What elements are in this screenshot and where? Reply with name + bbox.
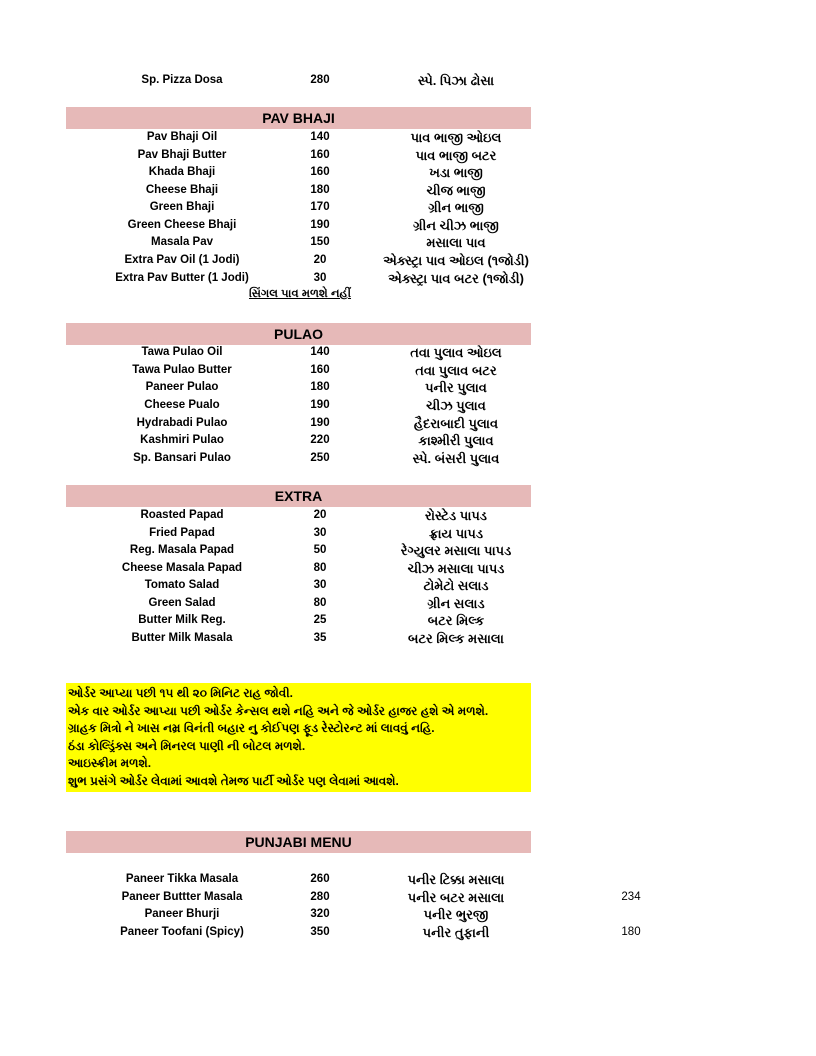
notice-box [66,683,531,792]
item-name: Butter Milk Masala [131,632,233,644]
notice-line: એક વાર ઓર્ડર આપ્યા પછી ઓર્ડર કેન્સલ થશે નહિ અને જે ઓર્ડર હાજર હશે એ મળશે. [68,703,489,718]
item-name-gujarati: ગ્રીન ચીઝ ભાજી [413,218,499,233]
item-name-gujarati: એક્સ્ટ્રા પાવ બટર (૧જોડી) [388,271,524,286]
notice-line: ઠંડા કોલ્ડ્રિંક્સ અને મિનરલ પાણી ની બોટલ મળશે. [68,738,306,753]
menu-item [66,199,531,216]
menu-item [66,595,531,612]
section-header-extra: EXTRA [66,485,531,507]
item-price: 320 [310,908,330,920]
item-name: Reg. Masala Papad [129,544,235,556]
item-name: Paneer Tikka Masala [125,873,239,885]
menu-item [66,362,531,379]
item-name: Cheese Masala Papad [121,562,243,574]
item-name-gujarati: પનીર ભુરજી [423,907,489,922]
menu-item [66,164,531,181]
menu-item [66,924,641,941]
item-name-gujarati: બટર મિલ્ક મસાલા [408,631,504,646]
item-name: Kashmiri Pulao [140,434,224,446]
item-price: 80 [313,562,327,574]
item-price: 150 [310,236,330,248]
item-name-gujarati: પનીર પુલાવ [425,380,487,395]
side-number: 234 [621,891,641,903]
side-number: 180 [621,926,641,938]
menu-item [66,147,531,164]
item-name-gujarati: ચીઝ મસાલા પાપડ [407,561,505,576]
item-name: Hydrabadi Pulao [136,417,228,429]
menu-item [66,432,531,449]
menu-item [66,612,531,629]
menu-item [66,507,531,524]
item-name-gujarati: હૈદરાબાદી પુલાવ [413,416,499,431]
section-header-punjabi-menu: PUNJABI MENU [66,831,531,853]
section-header-pulao: PULAO [66,323,531,345]
item-name: Green Bhaji [149,201,215,213]
menu-item [66,379,531,396]
item-name-gujarati: ખડા ભાજી [429,165,483,180]
item-price: 25 [313,614,327,626]
single-pav-note: સિંગલ પાવ મળશે નહીં [248,288,352,300]
item-price: 190 [310,219,330,231]
item-price: 160 [310,149,330,161]
menu-item [66,182,531,199]
item-price: 30 [313,527,327,539]
item-name-gujarati: તવા પુલાવ ઓઇલ [410,345,502,360]
item-price: 190 [310,399,330,411]
notice-line: શુભ પ્રસંગે ઓર્ડર લેવામાં આવશે તેમજ પાર્ટી ઓર્ડર પણ લેવામાં આવશે. [68,773,399,788]
item-price: 35 [313,632,327,644]
item-price: 140 [310,346,330,358]
item-name: Pav Bhaji Butter [137,149,227,161]
menu-item [66,871,531,888]
item-price: 30 [313,272,327,284]
item-price: 260 [310,873,330,885]
menu-item [66,560,531,577]
item-name-gujarati: રેગ્યુલર મસાલા પાપડ [400,543,512,558]
item-name: Roasted Papad [140,509,224,521]
item-name: Tawa Pulao Butter [132,364,232,376]
item-name-gujarati: એક્સ્ટ્રા પાવ ઓઇલ (૧જોડી) [383,253,529,268]
item-price: 160 [310,166,330,178]
item-name: Paneer Buttter Masala [121,891,243,903]
item-price: 50 [313,544,327,556]
menu-item [66,129,531,146]
item-price: 170 [310,201,330,213]
item-name: Cheese Bhaji [145,184,219,196]
item-name: Green Cheese Bhaji [127,219,237,231]
item-name-gujarati: રોસ્ટેડ પાપડ [425,508,487,523]
item-name-gujarati: સ્પે. પિઝા ઢોસા [417,73,495,88]
item-price: 280 [310,891,330,903]
item-name-gujarati: પાવ ભાજી બટર [415,148,497,163]
item-name-gujarati: મસાલા પાવ [426,235,486,250]
item-price: 20 [313,509,327,521]
item-price: 350 [310,926,330,938]
item-price: 250 [310,452,330,464]
item-name: Extra Pav Butter (1 Jodi) [115,272,249,284]
item-name: Sp. Bansari Pulao [133,452,231,464]
notice-line: ઓર્ડર આપ્યા પછી ૧૫ થી ૨૦ મિનિટ રાહ જોવી. [68,686,294,700]
menu-item [66,234,531,251]
menu-item [66,542,531,559]
item-name: Paneer Bhurji [144,908,220,920]
notice-line: ગ્રાહક મિત્રો ને ખાસ નમ્ર વિનંતી બહાર નુ કોઈપણ ફૂડ રેસ્ટોરન્ટ માં લાવવું નહિ. [68,721,435,735]
item-price: 180 [310,381,330,393]
notice-line: આઇસ્ક્રીમ મળશે. [68,756,152,770]
item-name: Paneer Toofani (Spicy) [120,926,244,938]
item-name: Extra Pav Oil (1 Jodi) [124,254,240,266]
item-price: 220 [310,434,330,446]
item-name: Paneer Pulao [145,381,219,393]
menu-item [66,397,531,414]
item-name-gujarati: ચીઝ પુલાવ [426,398,486,413]
item-name-gujarati: પનીર ટિક્કા મસાલા [407,872,505,887]
item-name-gujarati: બટર મિલ્ક [427,613,485,628]
item-name-gujarati: તવા પુલાવ બટર [415,363,497,378]
item-price: 80 [313,597,327,609]
menu-item [66,270,531,287]
item-price: 20 [313,254,327,266]
item-name-gujarati: પનીર તુફાની [422,925,490,940]
item-name-gujarati: ફ્રાય પાપડ [429,526,483,541]
menu-item [66,577,531,594]
item-price: 30 [313,579,327,591]
item-price: 140 [310,131,330,143]
menu-item [66,630,531,647]
menu-item [66,415,531,432]
menu-item [66,450,531,467]
item-name-gujarati: ગ્રીન ભાજી [428,200,484,215]
item-name-gujarati: ચીજ ભાજી [426,183,486,198]
menu-item [66,344,531,361]
item-name: Tawa Pulao Oil [141,346,223,358]
item-name: Butter Milk Reg. [138,614,226,626]
item-name: Khada Bhaji [148,166,216,178]
item-price: 180 [310,184,330,196]
item-name: Green Salad [148,597,216,609]
menu-item [66,525,531,542]
item-name: Cheese Pualo [144,399,220,411]
item-name-gujarati: સ્પે. બંસરી પુલાવ [412,451,500,466]
menu-item [66,217,531,234]
item-name: Sp. Pizza Dosa [141,74,223,86]
item-price: 280 [310,74,330,86]
item-name-gujarati: કાશ્મીરી પુલાવ [418,433,494,448]
item-name: Tomato Salad [144,579,220,591]
menu-item [66,906,531,923]
menu-item [66,889,641,906]
item-price: 190 [310,417,330,429]
item-name-gujarati: પનીર બટર મસાલા [407,890,505,905]
menu-item [66,72,531,89]
section-header-pav-bhaji: PAV BHAJI [66,107,531,129]
item-name-gujarati: ગ્રીન સલાડ [427,596,485,611]
item-name: Pav Bhaji Oil [146,131,218,143]
item-name-gujarati: પાવ ભાજી ઓઇલ [410,130,502,145]
item-name: Fried Papad [149,527,215,539]
item-name: Masala Pav [150,236,213,248]
item-name-gujarati: ટોમેટો સલાડ [423,578,489,593]
item-price: 160 [310,364,330,376]
menu-item [66,252,531,269]
